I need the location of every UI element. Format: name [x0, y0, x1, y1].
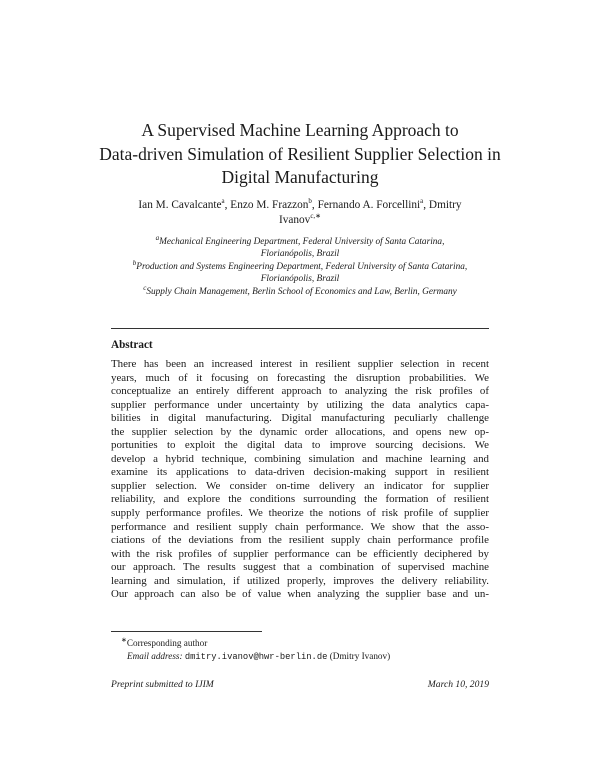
author-affil-mark: c,∗: [310, 212, 322, 221]
abstract-line: There has been an increased interest in resilient supplier selection in recent: [111, 358, 489, 370]
footnote-mark: ∗: [121, 636, 127, 644]
email-name: (Dmitry Ivanov): [329, 651, 391, 662]
email-link[interactable]: dmitry.ivanov@hwr-berlin.de: [184, 652, 328, 663]
abstract-line: with the risk profiles of supplier performance can be efficiently deciphered by: [111, 547, 489, 560]
abstract-line: bilities in digital manufacturing. Digital manufacturing peculiarly challenge: [111, 412, 489, 425]
author-name: , Enzo M. Frazzon: [224, 199, 309, 211]
abstract-line: supplier selection. We consider on-time delivery an indicator for supplier: [111, 479, 489, 492]
affiliation-mark: a: [155, 233, 160, 242]
abstract-body: [111, 358, 489, 602]
affiliation: [95, 258, 505, 285]
abstract-line: reliability, and explore the conditions surrounding the formation of resilient: [111, 493, 489, 506]
paper-title: [60, 119, 540, 190]
abstract-heading: Abstract: [111, 339, 153, 351]
affiliation-line: [95, 258, 505, 273]
affiliation-text: Supply Chain Management, Berlin School of Economics and Law, Berlin, Germany: [146, 287, 457, 297]
affiliation-line: [95, 283, 505, 298]
abstract-line: portunities to exploit the digital data to improve sourcing decisions. We: [111, 439, 489, 452]
title-line: Data-driven Simulation of Resilient Supplier Selection in: [99, 143, 501, 164]
title-line: A Supervised Machine Learning Approach to: [141, 120, 459, 140]
abstract-line: our approach. The results suggest that a combination of supervised machine: [111, 561, 489, 574]
abstract-line: supplier performance under uncertainty by utilizing the data analytics capa-: [111, 398, 489, 411]
author-list: [105, 198, 495, 228]
abstract-line: examine its applications to data-driven decision-making support in resilient: [111, 466, 489, 479]
affiliation-mark: b: [132, 258, 137, 267]
title-line: Digital Manufacturing: [221, 167, 379, 187]
abstract-line: conceptualize an entirely different approach to analyzing the risk profiles of: [111, 385, 489, 398]
affiliation-text: Mechanical Engineering Department, Federal University of Santa Catarina,: [159, 237, 445, 247]
author-line: [105, 213, 495, 228]
author-name: Ian M. Cavalcante: [138, 199, 222, 211]
abstract-line: Our approach can also be of value when analyzing the supplier base and un-: [111, 588, 489, 601]
author-affil-mark: b: [308, 197, 312, 206]
affiliation: [95, 233, 505, 260]
abstract-line: performance and resilient supply chain performance. We show that the asso-: [111, 520, 489, 533]
affiliation-text: Production and Systems Engineering Department, Federal University of Santa Catarina,: [136, 262, 468, 272]
email-label: Email address:: [127, 651, 183, 662]
affiliation: [95, 283, 505, 298]
author-affil-mark: a: [221, 197, 225, 206]
affiliation-line: [95, 233, 505, 248]
abstract-line: ciations of the deviations from the resilient supply chain performance profile: [111, 534, 489, 547]
author-line: [105, 198, 495, 213]
section-divider: [111, 328, 489, 329]
footnotes: [121, 634, 501, 664]
email-note: [121, 650, 501, 664]
abstract-line: supply performance profiles. We theorize the notions of risk profile of supplier: [111, 507, 489, 520]
corresponding-author-text: Corresponding author: [126, 638, 208, 649]
abstract-line: learning and simulation, if utilized properly, improves the delivery reliability.: [111, 574, 489, 587]
footer-date: March 10, 2019: [427, 679, 489, 690]
abstract-line: develop a hybrid technique, combining simulation and machine learning and: [111, 452, 489, 465]
affiliation-mark: c: [143, 283, 147, 292]
author-name: , Dmitry: [423, 199, 462, 211]
author-name: , Fernando A. Forcellini: [311, 199, 421, 211]
author-affil-mark: a: [420, 197, 424, 206]
affiliations: [95, 233, 505, 299]
affiliation-line: Florianópolis, Brazil: [260, 274, 340, 284]
footnote-divider: [111, 631, 262, 632]
affiliation-line: Florianópolis, Brazil: [260, 249, 340, 259]
abstract-line: years, much of it focusing on forecasting the disruption probabilities. We: [111, 371, 489, 384]
corresponding-author-note: [121, 634, 501, 650]
abstract-line: the supplier selection by the dynamic order allocations, and opens new op-: [111, 425, 489, 438]
preprint-note: Preprint submitted to IJIM: [111, 679, 214, 690]
author-name: Ivanov: [278, 214, 311, 226]
